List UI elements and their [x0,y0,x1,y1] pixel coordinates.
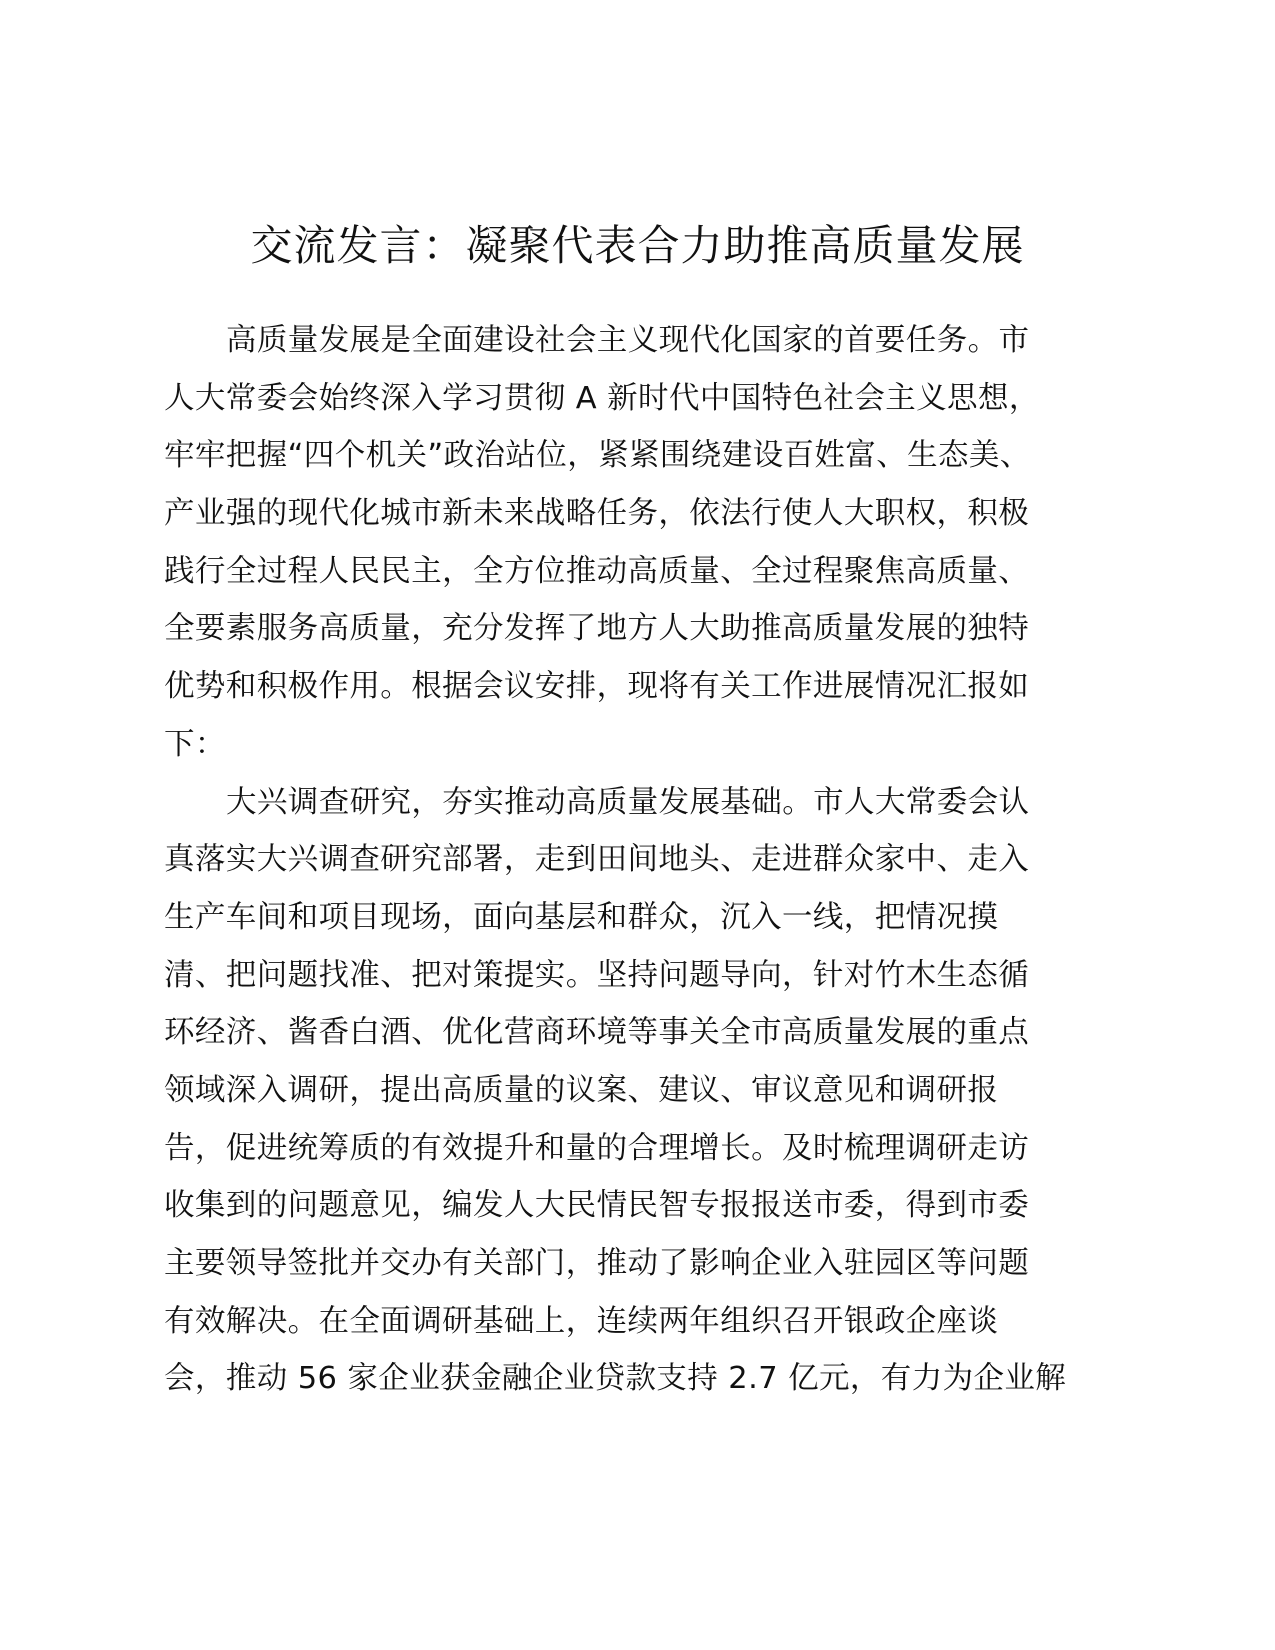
paragraph-2-line: 有效解决。在全面调研基础上，连续两年组织召开银政企座谈 [164,1303,999,1339]
paragraph-2-line: 收集到的问题意见，编发人大民情民智专报报送市委，得到市委 [164,1188,1030,1224]
paragraph-2-line: 会，推动 56 家企业获金融企业贷款支持 2.7 亿元，有力为企业解 [164,1361,1067,1397]
paragraph-2-line: 清、把问题找准、把对策提实。坚持问题导向，针对竹木生态循 [164,957,1030,993]
document-body [164,312,1124,1408]
paragraph-2-line: 告，促进统筹质的有效提升和量的合理增长。及时梳理调研走访 [164,1130,1030,1166]
paragraph-1-line: 产业强的现代化城市新未来战略任务，依法行使人大职权，积极 [164,496,1030,532]
paragraph-2-line: 生产车间和项目现场，面向基层和群众，沉入一线，把情况摸 [164,899,999,935]
paragraph-2-line: 大兴调查研究，夯实推动高质量发展基础。市人大常委会认 [226,784,1030,820]
paragraph-1-line: 下： [164,726,226,762]
paragraph-2-line: 主要领导签批并交办有关部门，推动了影响企业入驻园区等问题 [164,1246,1030,1281]
paragraph-1-line: 优势和积极作用。根据会议安排，现将有关工作进展情况汇报如 [164,669,1030,705]
paragraph-2-line: 真落实大兴调查研究部署，走到田间地头、走进群众家中、走入 [164,842,1030,878]
paragraph-1-line: 践行全过程人民民主，全方位推动高质量、全过程聚焦高质量、 [164,553,1030,589]
paragraph-1-line: 人大常委会始终深入学习贯彻 A 新时代中国特色社会主义思想， [164,380,1040,416]
paragraph-1-line: 高质量发展是全面建设社会主义现代化国家的首要任务。市 [226,323,1030,358]
paragraph-1-line: 牢牢把握“四个机关”政治站位，紧紧围绕建设百姓富、生态美、 [164,438,1031,474]
paragraph-2-line: 环经济、酱香白酒、优化营商环境等事关全市高质量发展的重点 [164,1015,1030,1051]
document-title: 交流发言：凝聚代表合力助推高质量发展 [250,221,1025,270]
paragraph-1-line: 全要素服务高质量，充分发挥了地方人大助推高质量发展的独特 [164,611,1030,647]
paragraph-2-line: 领域深入调研，提出高质量的议案、建议、审议意见和调研报 [164,1072,999,1108]
